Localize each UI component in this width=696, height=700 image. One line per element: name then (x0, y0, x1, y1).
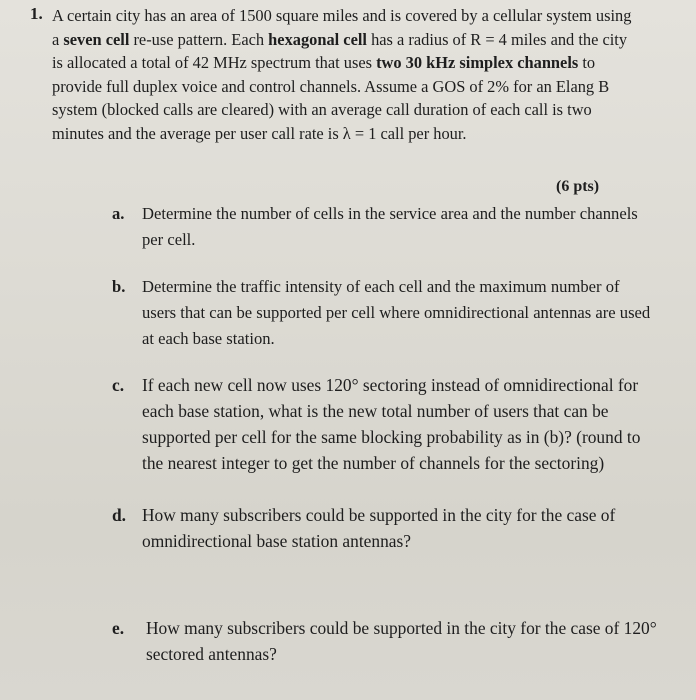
part-letter: c. (112, 375, 125, 395)
part-text: If each new cell now uses 120° sectoring instead of omnidirectional for each base station, what is the new total number of users that can be supported per cell for the same blocking probability as in (b)? (round to the nearest integer to get the number of channels for the sectoring) (142, 375, 641, 473)
reuse-pattern-bold: seven cell (63, 29, 130, 49)
part-letter: b. (112, 277, 126, 296)
part-letter: a. (112, 204, 125, 223)
part-text: Determine the traffic intensity of each cell and the maximum number of users that can be supported per cell where omnidirectional antennas are used at each base station. (142, 277, 651, 348)
part-letter: d. (112, 505, 127, 525)
intro-text-2: re-use pattern. Each (129, 29, 269, 49)
hexagonal-cell-bold: hexagonal cell (268, 29, 367, 49)
intro-text-3: has a radius of (366, 29, 471, 49)
points-label: (6 pts) (556, 178, 600, 195)
part-text: How many subscribers could be supported in the city for the case of omnidirectional base station antennas? (142, 505, 616, 551)
part-letter: e. (112, 618, 125, 638)
intro-text-4: R = 4 miles and the city is allocated a total of 42 MHz spectrum that uses (52, 29, 628, 72)
part-text: Determine the number of cells in the service area and the number channels per cell. (142, 204, 638, 249)
channels-bold: two 30 kHz simplex channels (376, 53, 579, 72)
part-text: How many subscribers could be supported in the city for the case of 120° sectored antennas? (146, 618, 657, 664)
question-intro (52, 4, 637, 145)
intro-text-5: to provide full duplex voice and control channels. Assume a GOS of 2% for an Elang B system (blocked calls are cleared) with an average call duration of each call is two minutes and the average per user call rate is λ = 1 call per hour. (52, 53, 610, 143)
question-number: 1. (30, 4, 43, 23)
intro-text-1: A certain city has an area of 1500 square miles and is covered by a cellular system using a (52, 6, 632, 49)
